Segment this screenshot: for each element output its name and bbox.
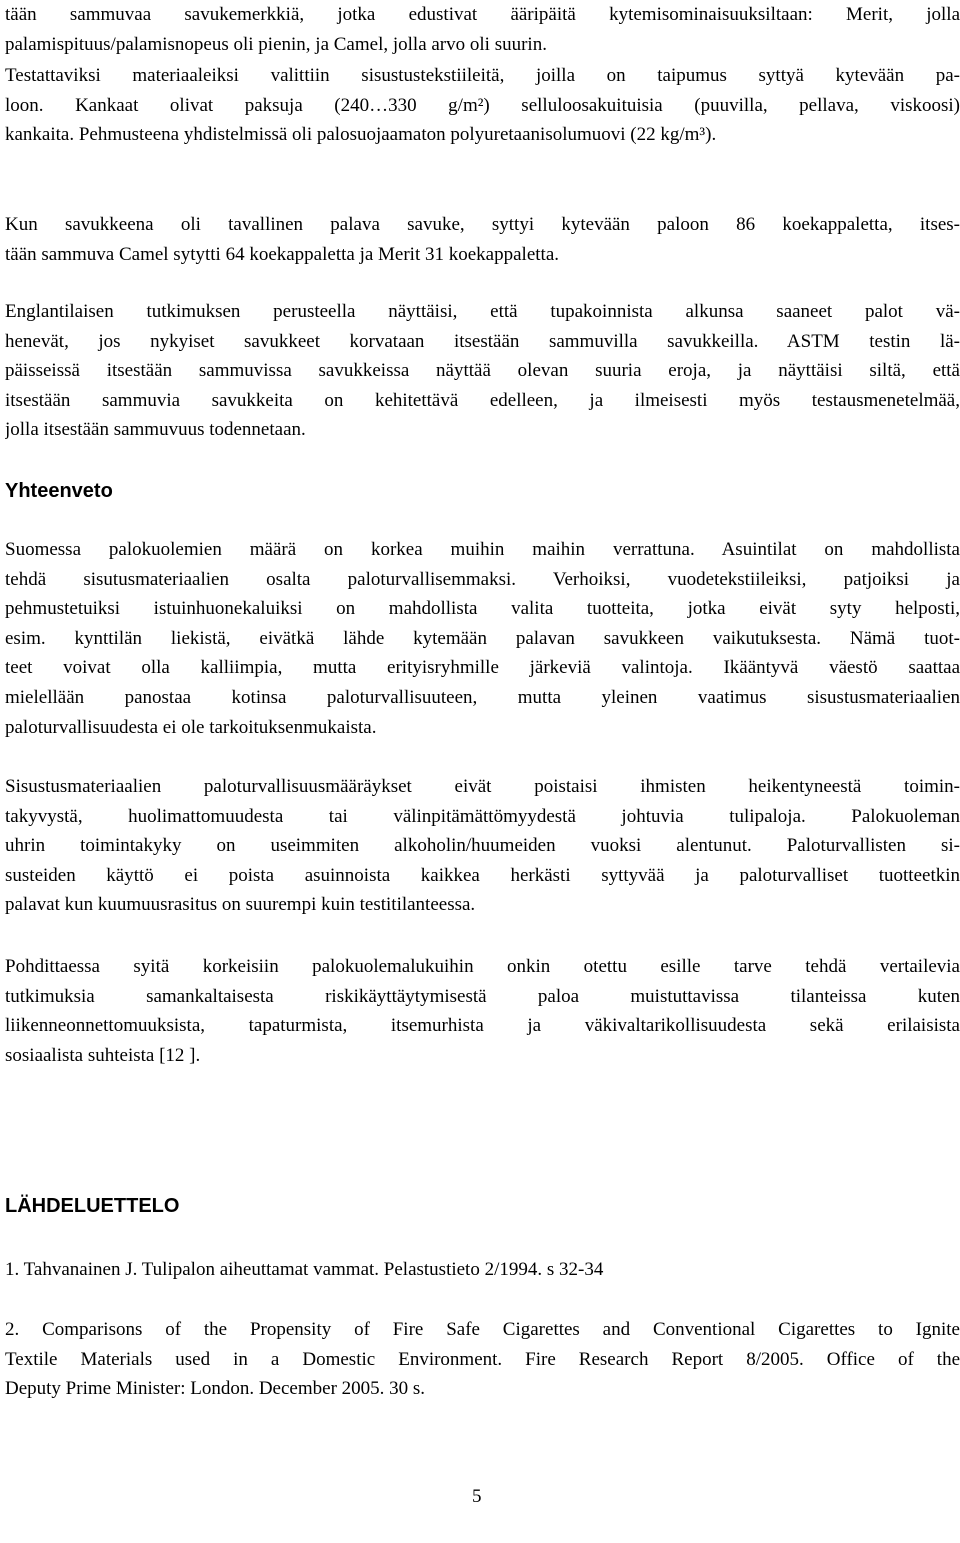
text-line: tään sammuva Camel sytytti 64 koekappaletta ja Merit 31 koekappaletta. (5, 243, 559, 265)
text-line: päisseissä itsestään sammuvissa savukkeissa näyttää olevan suuria eroja, ja näyttäisi siltä, että (5, 360, 960, 382)
text-line: teet voivat olla kalliimpia, mutta erityisryhmille järkeviä valintoja. Ikääntyvä väestö saattaa (5, 657, 960, 679)
reference-item-2 (5, 1315, 960, 1404)
reference-item-1 (5, 1255, 960, 1285)
text-line: uhrin toimintakyky on useimmiten alkoholin/huumeiden vuoksi alentunut. Paloturvallisten si- (5, 835, 960, 857)
paragraph-test-materials (5, 61, 960, 150)
text-line: tutkimuksia samankaltaisesta riskikäyttäytymisestä paloa muistuttavissa tilanteissa kuten (5, 985, 960, 1007)
reference-line: Deputy Prime Minister: London. December 2005. 30 s. (5, 1378, 426, 1400)
text-line: Englantilaisen tutkimuksen perusteella näyttäisi, että tupakoinnista alkunsa saaneet palot vä- (5, 301, 960, 322)
text-line: Pohdittaessa syitä korkeisiin palokuolemalukuihin onkin otettu esille tarve tehdä vertailevia (5, 956, 960, 977)
paragraph-english-study (5, 297, 960, 445)
text-line: kankaita. Pehmusteena yhdistelmissä oli palosuojaamaton polyuretaanisolumuovi (22 kg/m³). (5, 124, 717, 146)
text-line: esim. kynttilän liekistä, eivätkä lähde kytemään palavan savukkeen vaikutuksesta. Nämä tuot- (5, 627, 960, 649)
text-line: takyvystä, huolimattomuudesta tai välinpitämättömyydestä johtuvia tulipaloja. Palokuoleman (5, 805, 960, 827)
text-line: paloturvallisuudesta ei ole tarkoituksenmukaista. (5, 716, 377, 738)
section-heading-references: LÄHDELUETTELO (5, 1195, 180, 1217)
text-line: palavat kun kuumuusrasitus on suurempi kuin testitilanteessa. (5, 894, 476, 916)
paragraph-summary (5, 535, 960, 742)
text-line: mielellään panostaa kotinsa paloturvallisuuteen, mutta yleinen vaatimus sisustusmateriaalien (5, 686, 960, 708)
section-heading-summary: Yhteenveto (5, 480, 113, 502)
paragraph-test-results (5, 210, 960, 269)
text-line: sosiaalista suhteista [12 ]. (5, 1044, 201, 1066)
paragraph-regulations (5, 772, 960, 920)
text-line: liikenneonnettomuuksista, tapaturmista, itsemurhista ja väkivaltarikollisuudesta sekä erilaisista (5, 1015, 960, 1037)
text-line: palamispituus/palamisnopeus oli pienin, ja Camel, jolla arvo oli suurin. (5, 33, 547, 55)
page-number: 5 (472, 1486, 482, 1507)
text-line: itsestään sammuvia savukkeita on kehitettävä edelleen, ja ilmeisesti myös testausmenetelmää, (5, 389, 960, 411)
paragraph-cigarette-brands (5, 0, 960, 59)
text-line: Testattaviksi materiaaleiksi valittiin sisustustekstiileitä, joilla on taipumus syttyä kytevään pa- (5, 65, 960, 86)
text-line: Kun savukkeena oli tavallinen palava savuke, syttyi kytevään paloon 86 koekappaletta, itses- (5, 214, 960, 235)
text-line: henevät, jos nykyiset savukkeet korvataan itsestään sammuvilla savukkeilla. ASTM testin lä- (5, 330, 960, 352)
text-line: loon. Kankaat olivat paksuja (240…330 g/m²) selluloosakuituisia (puuvilla, pellava, viskoosi) (5, 94, 960, 116)
text-line: Sisustusmateriaalien paloturvallisuusmääräykset eivät poistaisi ihmisten heikentyneestä toimin- (5, 776, 960, 797)
text-line: pehmustetuiksi istuinhuonekaluiksi on mahdollista valita tuotteita, jotka eivät syty helposti, (5, 598, 960, 620)
reference-line: 1. Tahvanainen J. Tulipalon aiheuttamat vammat. Pelastustieto 2/1994. s 32-34 (5, 1259, 604, 1280)
paragraph-further-research (5, 952, 960, 1070)
text-line: tään sammuvaa savukemerkkiä, jotka edustivat ääripäitä kytemisominaisuuksiltaan: Merit, jolla (5, 4, 960, 25)
text-line: tehdä sisutusmateriaalien osalta paloturvallisemmaksi. Verhoiksi, vuodetekstiileiksi, patjoiksi ja (5, 568, 960, 590)
text-line: susteiden käyttö ei poista asuinnoista kaikkea herkästi syttyvää ja paloturvalliset tuotteetkin (5, 864, 960, 886)
text-line: jolla itsestään sammuvuus todennetaan. (5, 419, 306, 441)
reference-line: 2. Comparisons of the Propensity of Fire Safe Cigarettes and Conventional Cigarettes to Ignite (5, 1319, 960, 1340)
reference-line: Textile Materials used in a Domestic Environment. Fire Research Report 8/2005. Office of the (5, 1348, 960, 1370)
text-line: Suomessa palokuolemien määrä on korkea muihin maihin verrattuna. Asuintilat on mahdollista (5, 539, 960, 560)
